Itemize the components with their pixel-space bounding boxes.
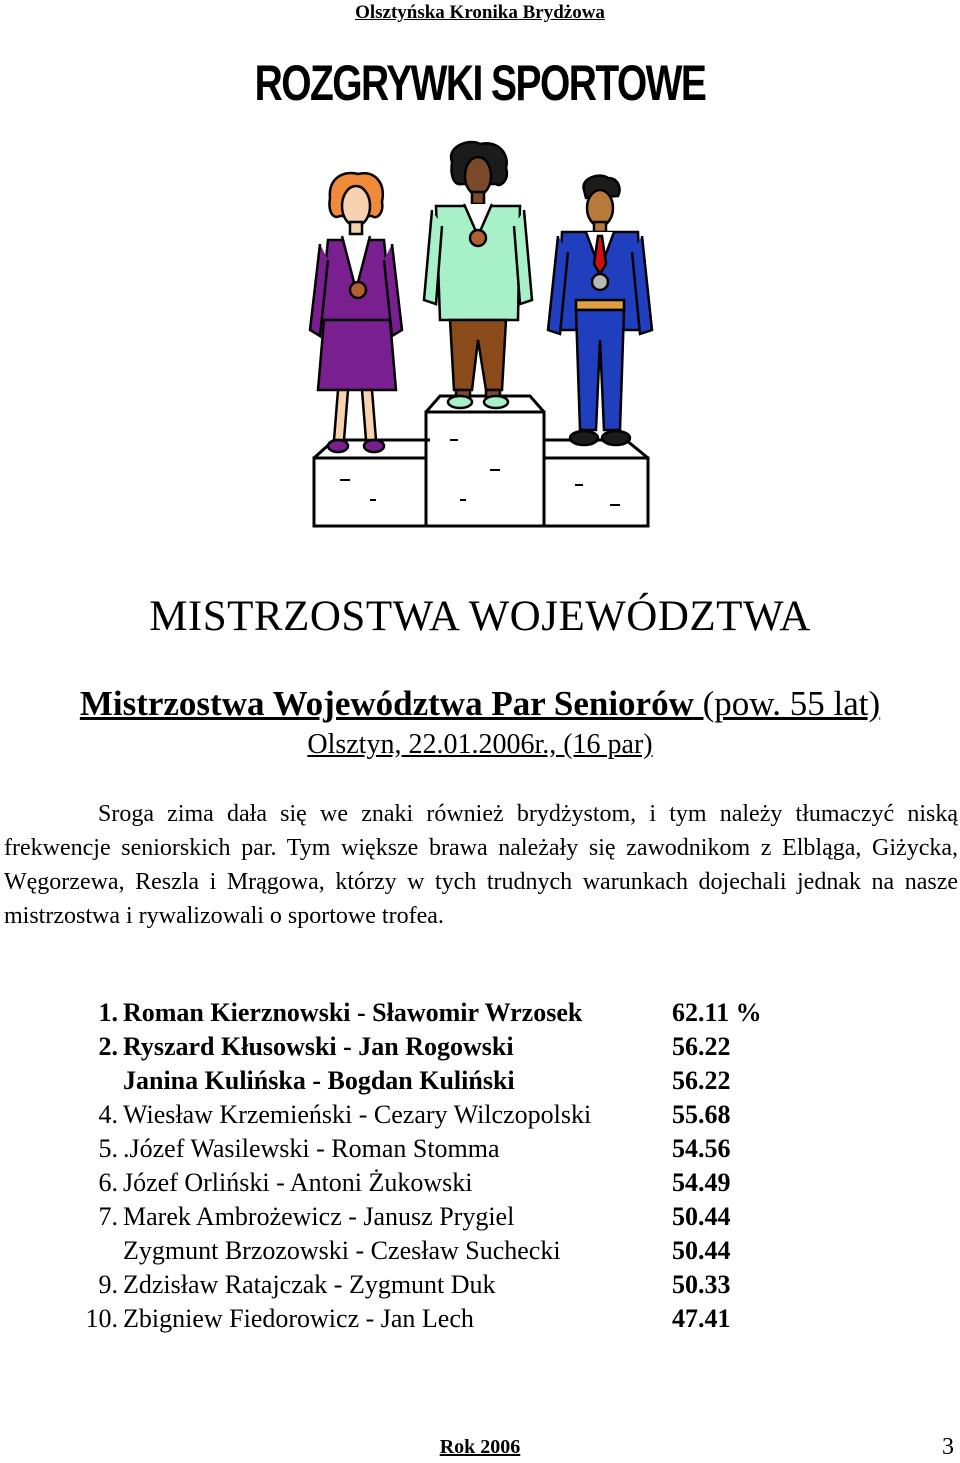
woman-mint bbox=[424, 142, 532, 408]
result-score: 56.22 bbox=[672, 1032, 731, 1061]
result-pair: Zygmunt Brzozowski - Czesław Suchecki bbox=[123, 1236, 561, 1265]
result-pair: .Józef Wasilewski - Roman Stomma bbox=[123, 1134, 500, 1163]
podium-medalists-icon bbox=[300, 140, 660, 535]
result-row bbox=[0, 1202, 960, 1236]
result-row bbox=[0, 998, 960, 1032]
result-place: 6. bbox=[98, 1168, 118, 1197]
result-score: 54.56 bbox=[672, 1134, 731, 1163]
result-pair: Ryszard Kłusowski - Jan Rogowski bbox=[123, 1032, 514, 1061]
result-score: 55.68 bbox=[672, 1100, 731, 1129]
result-place: 1. bbox=[98, 998, 118, 1027]
result-row bbox=[0, 1032, 960, 1066]
podium-medalists-clipart bbox=[300, 140, 660, 535]
result-pair: Janina Kulińska - Bogdan Kuliński bbox=[123, 1066, 515, 1095]
result-score: 54.49 bbox=[672, 1168, 731, 1197]
section-title: MISTRZOSTWA WOJEWÓDZTWA bbox=[149, 593, 811, 640]
results-list bbox=[0, 998, 960, 1338]
result-row bbox=[0, 1066, 960, 1100]
result-row bbox=[0, 1236, 960, 1270]
result-score: 56.22 bbox=[672, 1066, 731, 1095]
result-pair: Zdzisław Ratajczak - Zygmunt Duk bbox=[123, 1270, 496, 1299]
event-title-bold: Mistrzostwa Województwa Par Seniorów bbox=[79, 684, 694, 723]
result-pair: Józef Orliński - Antoni Żukowski bbox=[123, 1168, 473, 1197]
man-blue bbox=[548, 176, 652, 445]
event-subtitle: Olsztyn, 22.01.2006r., (16 par) bbox=[307, 729, 653, 760]
result-row bbox=[0, 1168, 960, 1202]
footer-year: Rok 2006 bbox=[439, 1436, 521, 1458]
result-place: 2. bbox=[98, 1032, 118, 1061]
result-score: 50.33 bbox=[672, 1270, 731, 1299]
result-score: 50.44 bbox=[672, 1202, 731, 1231]
result-row bbox=[0, 1270, 960, 1304]
result-place: 7. bbox=[98, 1202, 118, 1231]
event-title-rest: (pow. 55 lat) bbox=[693, 684, 881, 723]
woman-purple bbox=[310, 173, 402, 452]
result-row bbox=[0, 1100, 960, 1134]
event-title bbox=[0, 684, 960, 724]
result-place: 4. bbox=[98, 1100, 118, 1129]
result-score: 62.11 % bbox=[672, 998, 762, 1027]
main-title: ROZGRYWKI SPORTOWE bbox=[254, 55, 706, 111]
result-pair: Wiesław Krzemieński - Cezary Wilczopolski bbox=[123, 1100, 592, 1129]
result-score: 47.41 bbox=[672, 1304, 731, 1333]
result-pair: Marek Ambrożewicz - Janusz Prygiel bbox=[123, 1202, 515, 1231]
result-pair: Roman Kierznowski - Sławomir Wrzosek bbox=[123, 998, 583, 1027]
result-place: 9. bbox=[98, 1270, 118, 1299]
paragraph-text: Sroga zima dała się we znaki również brydżystom, i tym należy tłumaczyć niską frekwencje seniorskich par. Tym większe brawa należały się zawodnikom z Elbląga, Giżycka, Węgorzewa, Reszla i Mrągowa, którzy w tych trudnych warunkach dojechali jednak na nasze mistrzostwa i rywalizowali o sportowe trofea. bbox=[4, 801, 958, 929]
result-row bbox=[0, 1134, 960, 1168]
result-place: 10. bbox=[85, 1304, 118, 1333]
page-number: 3 bbox=[942, 1434, 954, 1460]
result-pair: Zbigniew Fiedorowicz - Jan Lech bbox=[123, 1304, 474, 1333]
result-place: 5. bbox=[98, 1134, 118, 1163]
chronicle-header: Olsztyńska Kronika Brydżowa bbox=[355, 2, 605, 23]
report-paragraph bbox=[4, 797, 958, 933]
result-row bbox=[0, 1304, 960, 1338]
result-score: 50.44 bbox=[672, 1236, 731, 1265]
